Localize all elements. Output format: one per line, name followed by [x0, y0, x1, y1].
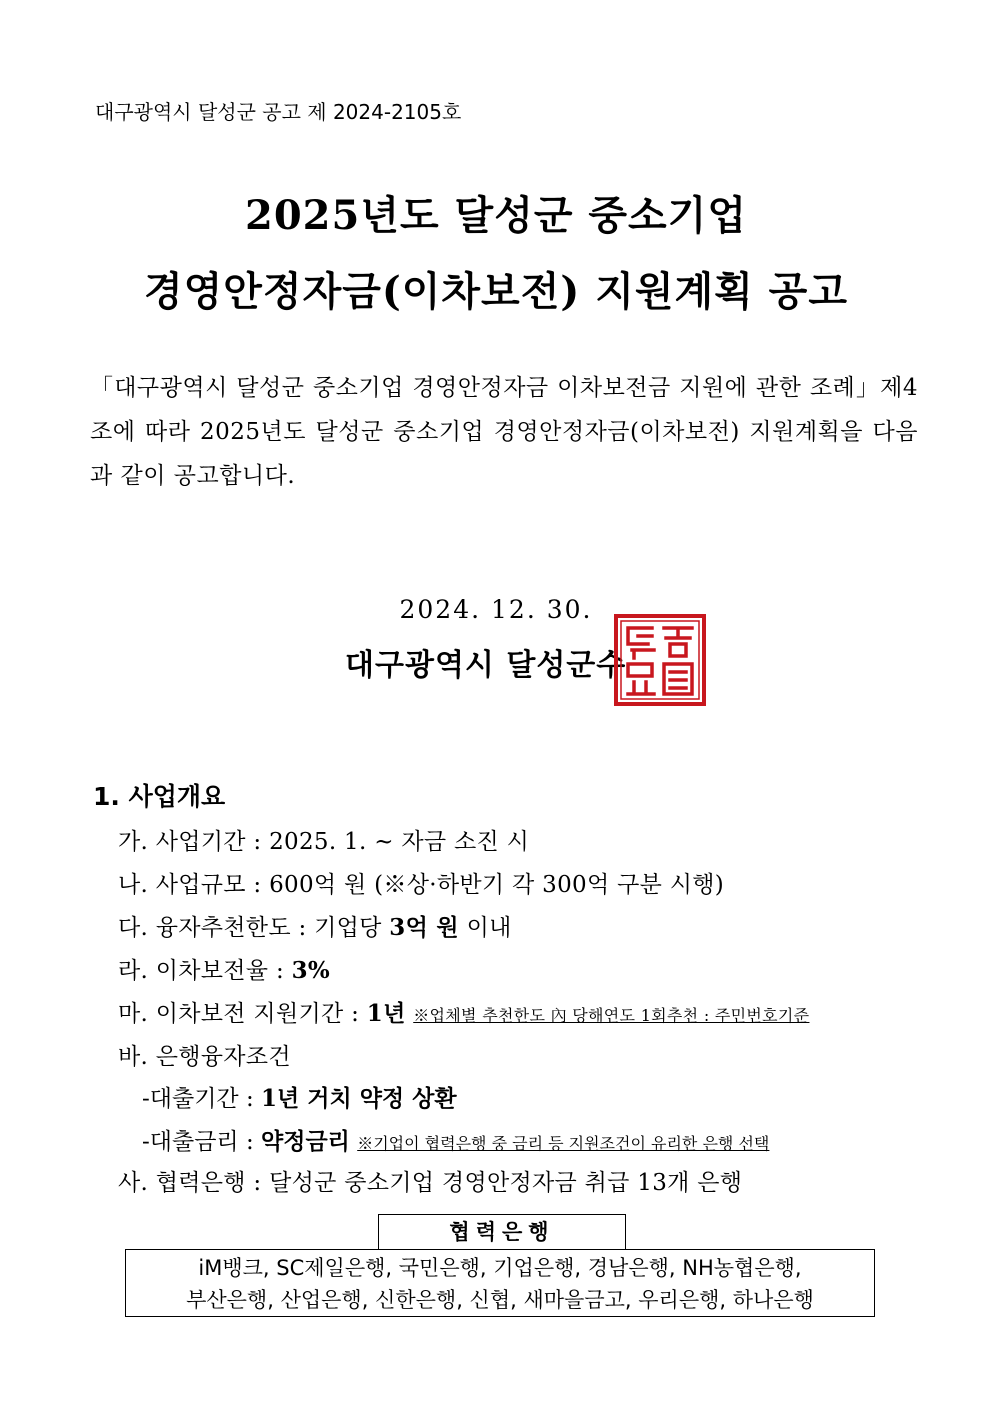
item-period-label: 가. 사업기간 :	[118, 829, 270, 855]
official-seal-icon	[614, 614, 706, 706]
title-line-2: 경영안정자금(이차보전) 지원계획 공고	[144, 268, 848, 315]
sub-loan-term	[142, 1080, 457, 1113]
issuer-name: 대구광역시 달성군수	[345, 648, 627, 683]
notice-number: 대구광역시 달성군 공고 제 2024-2105호	[95, 100, 462, 124]
sub-loan-rate	[142, 1123, 769, 1156]
intro-paragraph: 「대구광역시 달성군 중소기업 경영안정자금 이차보전금 지원에 관한 조례」제4조에 따라 2025년도 달성군 중소기업 경영안정자금(이차보전) 지원계획을 다음과 같이 공고합니다.	[90, 375, 918, 489]
section-heading: 1. 사업개요	[93, 782, 226, 811]
item-scale-label: 나. 사업규모 :	[118, 872, 270, 898]
item-rate-label: 라. 이차보전율 :	[118, 958, 292, 984]
item-support-period	[118, 995, 809, 1028]
item-support-label: 마. 이차보전 지원기간 :	[118, 1001, 367, 1027]
item-limit-label: 다. 융자추천한도 : 기업당	[118, 915, 390, 941]
item-rate-value: 3%	[291, 957, 331, 984]
loan-rate-note: ※기업이 협력은행 중 금리 등 지원조건이 유리한 은행 선택	[357, 1134, 770, 1153]
item-condition-label: 바. 은행융자조건	[118, 1044, 291, 1070]
item-partner-banks	[118, 1164, 742, 1197]
item-scale	[118, 866, 724, 899]
item-period	[118, 823, 529, 856]
bank-table-body	[125, 1249, 875, 1317]
bank-table-header: 협력은행	[378, 1214, 626, 1250]
item-limit-value: 3억 원	[389, 914, 459, 941]
title-line-1: 2025년도 달성군 중소기업	[245, 192, 747, 239]
item-support-value: 1년	[366, 1000, 406, 1027]
item-loan-limit	[118, 909, 512, 942]
item-banks-label: 사. 협력은행 : 달성군 중소기업 경영안정자금 취급 13개 은행	[118, 1170, 743, 1196]
loan-rate-value: 약정금리	[261, 1128, 350, 1155]
loan-rate-label: -대출금리 :	[142, 1129, 262, 1155]
loan-term-value: 1년 거치 약정 상환	[261, 1085, 457, 1112]
item-limit-suffix: 이내	[458, 915, 512, 941]
item-interest-rate	[118, 952, 330, 985]
item-scale-value: 600억 원 (※상·하반기 각 300억 구분 시행)	[269, 872, 725, 898]
item-support-note: ※업체별 추천한도 內 당해연도 1회추천 : 주민번호기준	[413, 1006, 810, 1025]
item-period-value: 2025. 1. ~ 자금 소진 시	[269, 829, 530, 855]
notice-date: 2024. 12. 30.	[399, 595, 593, 624]
loan-term-label: -대출기간 :	[142, 1086, 262, 1112]
item-loan-conditions	[118, 1038, 291, 1071]
bank-list-line-2: 부산은행, 산업은행, 신한은행, 신협, 새마을금고, 우리은행, 하나은행	[186, 1288, 814, 1312]
bank-list-line-1: iM뱅크, SC제일은행, 국민은행, 기업은행, 경남은행, NH농협은행,	[198, 1256, 802, 1280]
